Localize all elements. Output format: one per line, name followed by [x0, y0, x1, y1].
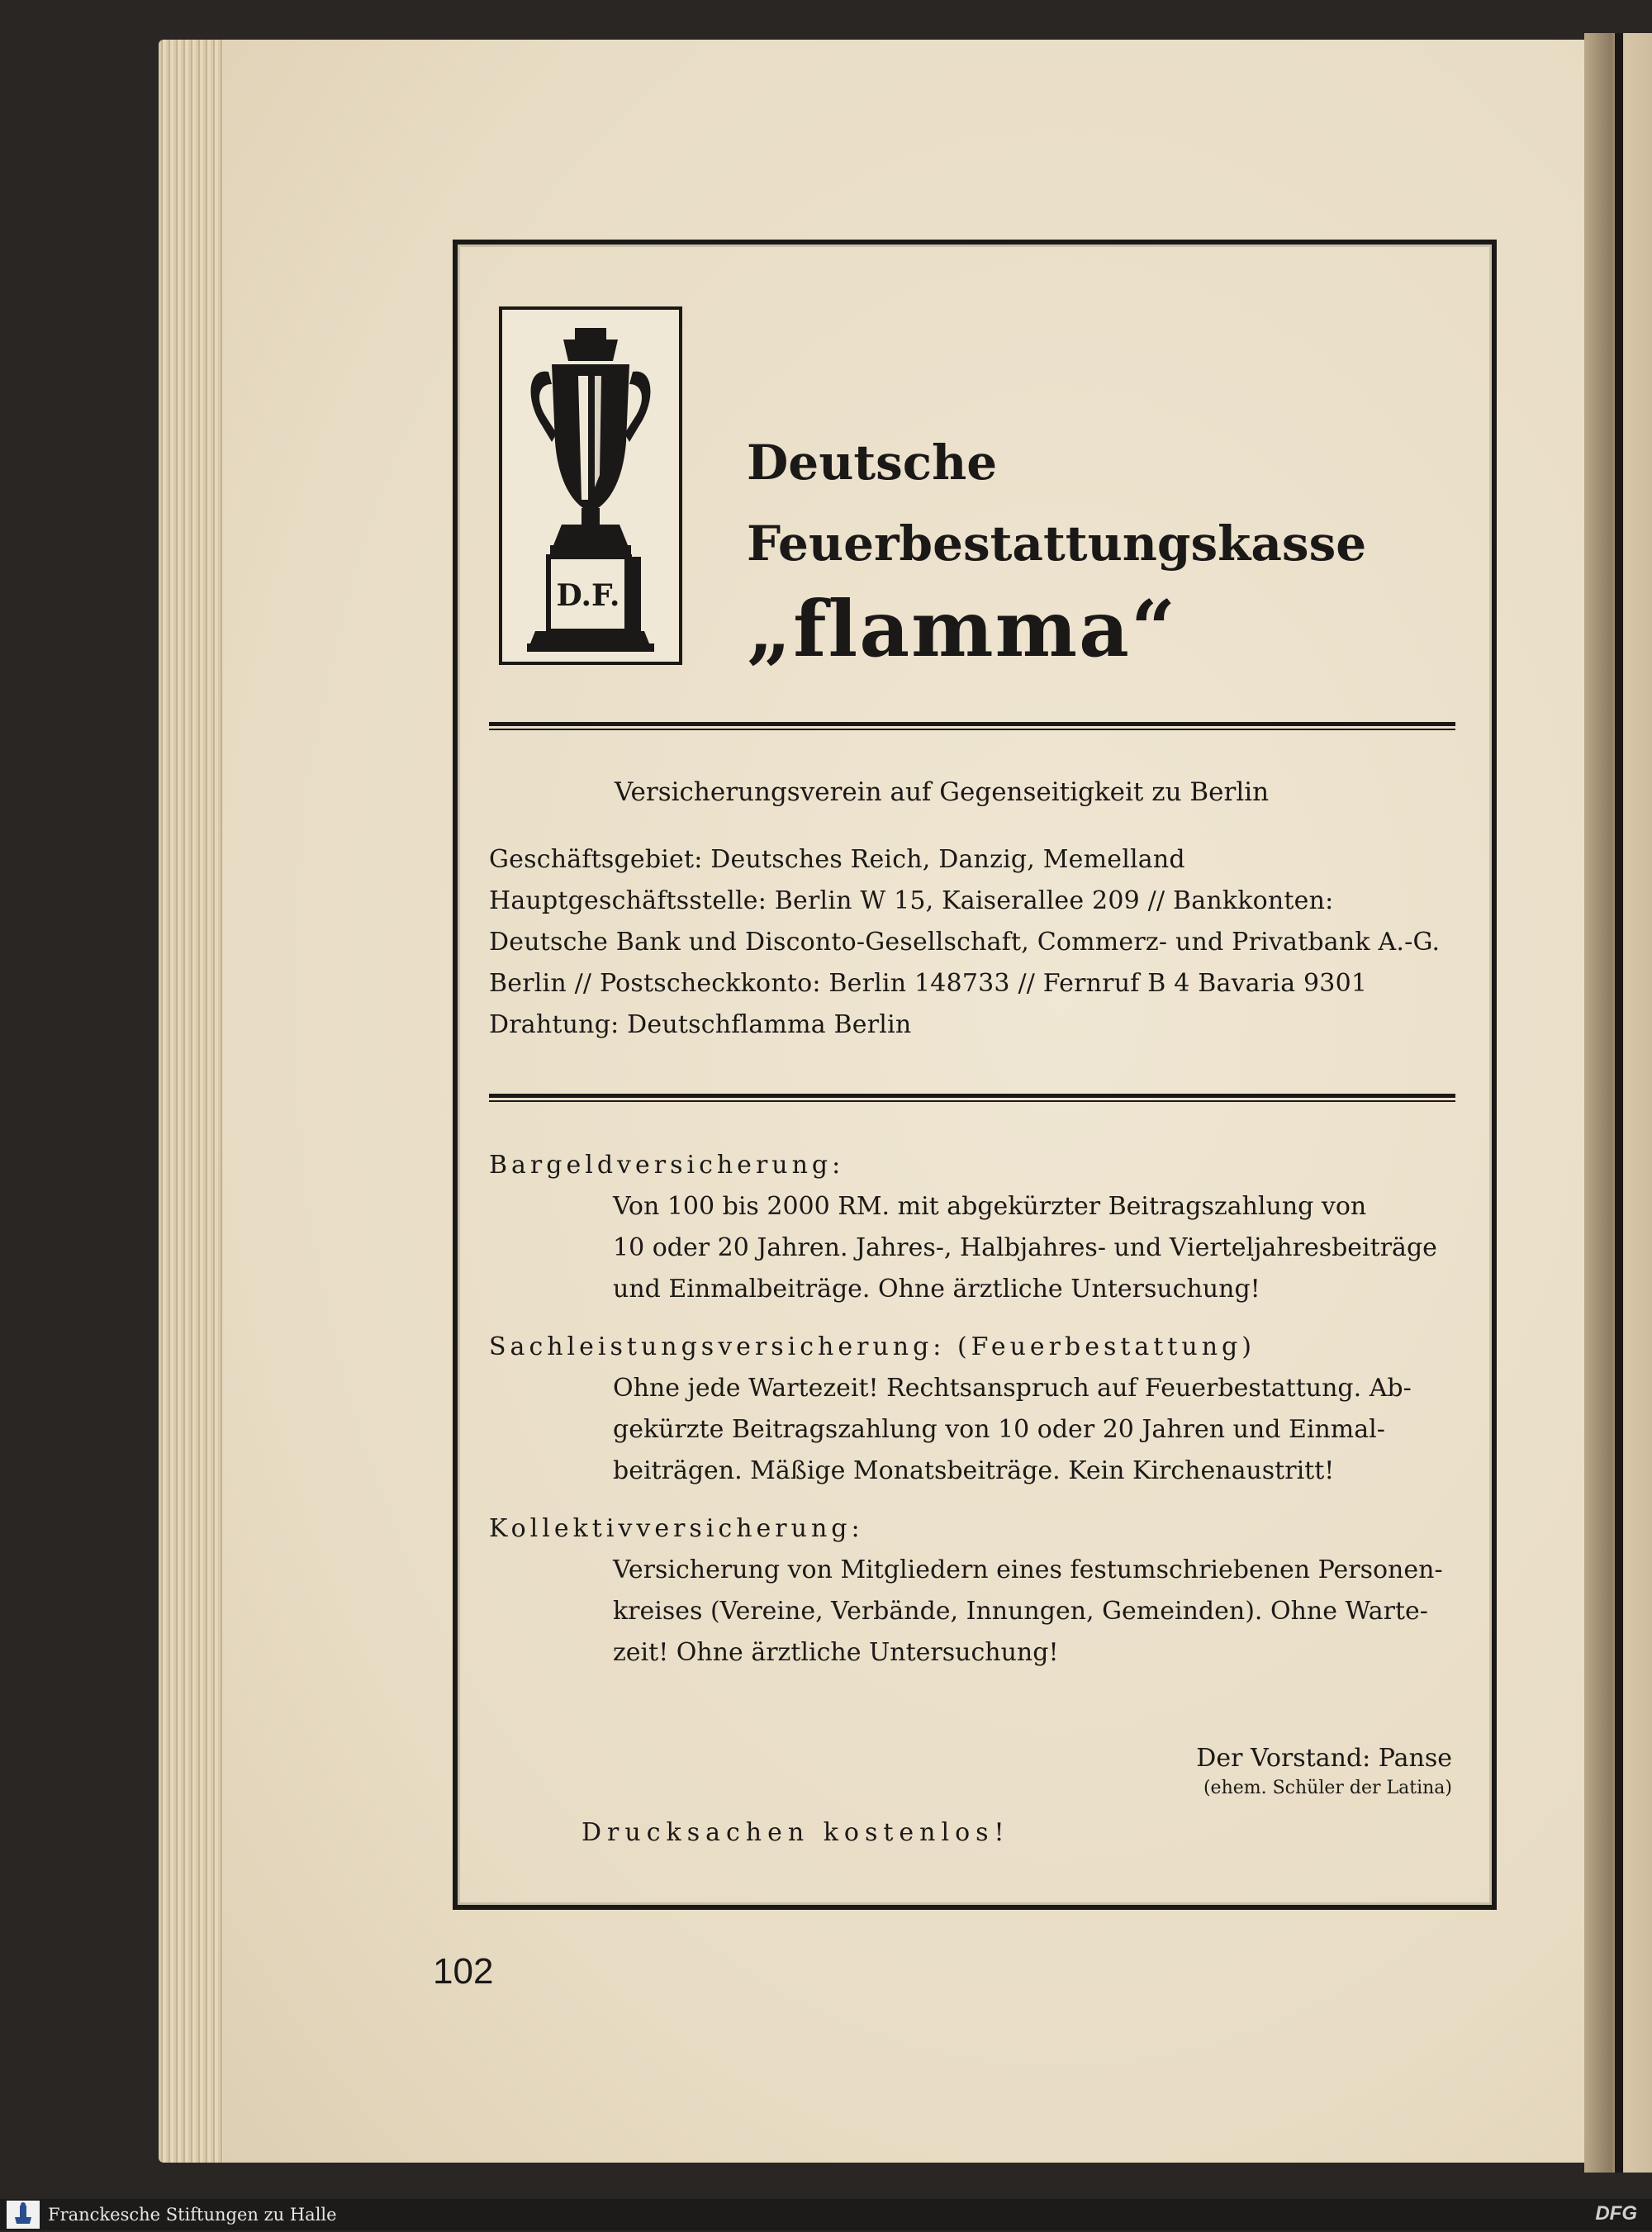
section-kollektiv: [489, 1508, 1455, 1674]
section-line: kreises (Vereine, Verbände, Innungen, Gemeinden). Ohne Warte-: [613, 1597, 1428, 1626]
signature: Der Vorstand: Panse: [1196, 1744, 1452, 1773]
section-sachleistung: [489, 1327, 1455, 1492]
info-line: Geschäftsgebiet: Deutsches Reich, Danzig, Memelland: [489, 845, 1185, 874]
info-block: [489, 839, 1455, 1046]
section-heading: Kollektivversicherung:: [489, 1514, 864, 1543]
info-line: Deutsche Bank und Disconto-Gesellschaft, Commerz- und Privatbank A.-G.: [489, 928, 1441, 957]
divider-rule-middle: [489, 1094, 1455, 1102]
title-line-1: Deutsche: [747, 435, 998, 491]
dfg-logo: DFG: [1595, 2202, 1637, 2225]
urn-icon: [502, 310, 679, 662]
section-heading: Bargeldversicherung:: [489, 1151, 845, 1180]
subtitle: Versicherungsverein auf Gegenseitigkeit zu Berlin: [615, 777, 1270, 807]
section-line: 10 oder 20 Jahren. Jahres-, Halbjahres- und Vierteljahresbeiträge: [613, 1233, 1437, 1262]
section-list: [489, 1145, 1455, 1674]
info-line: Hauptgeschäftsstelle: Berlin W 15, Kaiserallee 209 // Bankkonten:: [489, 886, 1334, 915]
section-line: Von 100 bis 2000 RM. mit abgekürzter Beitragszahlung von: [613, 1192, 1367, 1221]
section-line: beiträgen. Mäßige Monatsbeiträge. Kein Kirchenaustritt!: [613, 1456, 1335, 1485]
info-line: Berlin // Postscheckkonto: Berlin 148733 // Fernruf B 4 Bavaria 9301: [489, 969, 1368, 998]
footer-note: Drucksachen kostenlos!: [582, 1818, 1010, 1847]
divider-rule-top: [489, 722, 1455, 730]
info-line: Drahtung: Deutschflamma Berlin: [489, 1010, 912, 1039]
section-line: und Einmalbeiträge. Ohne ärztliche Untersuchung!: [613, 1275, 1260, 1304]
title-line-2: Feuerbestattungskasse: [747, 515, 1367, 572]
title-line-3: „flamma“: [747, 584, 1178, 675]
institution-name: Franckesche Stiftungen zu Halle: [48, 2205, 337, 2225]
section-line: zeit! Ohne ärztliche Untersuchung!: [613, 1638, 1059, 1667]
signature-note: (ehem. Schüler der Latina): [1203, 1778, 1452, 1798]
section-line: Versicherung von Mitgliedern eines festumschriebenen Personen-: [613, 1555, 1443, 1584]
section-bargeld: [489, 1145, 1455, 1310]
signature-block: [1196, 1744, 1452, 1798]
section-line: gekürzte Beitragszahlung von 10 oder 20 Jahren und Einmal-: [613, 1415, 1385, 1444]
title-block: [747, 435, 1367, 675]
urn-logo: [499, 306, 682, 665]
page-number: 102: [433, 1951, 494, 1992]
section-heading: Sachleistungsversicherung: (Feuerbestattung): [489, 1332, 1256, 1361]
advertisement-frame: [453, 240, 1497, 1910]
gutter-shadow: [1615, 33, 1623, 2173]
section-line: Ohne jede Wartezeit! Rechtsanspruch auf Feuerbestattung. Ab-: [613, 1374, 1412, 1403]
institution-logo-icon: [7, 2201, 40, 2229]
plinth-letters: D.F.: [556, 578, 620, 613]
